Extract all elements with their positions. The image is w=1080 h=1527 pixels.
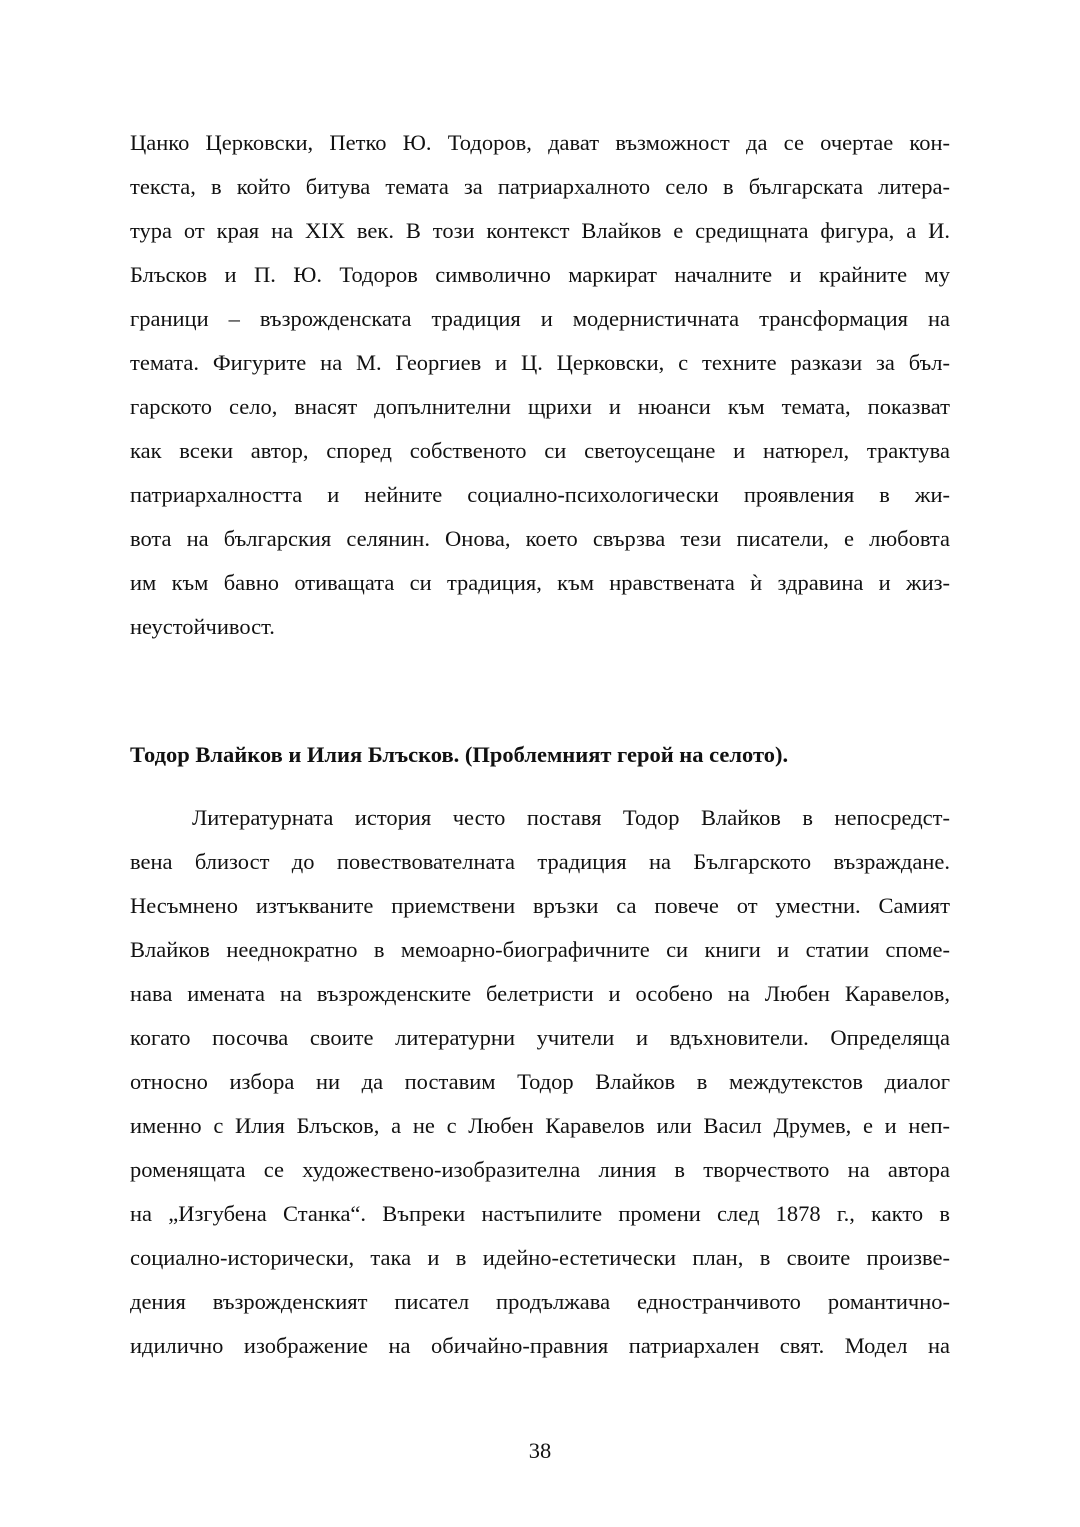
text-line: им към бавно отиващата си традиция, към нравствената ѝ здравина и жиз- [130,570,950,595]
text-line: темата. Фигурите на М. Георгиев и Ц. Церковски, с техните разкази за бъл- [130,350,950,375]
text-line: на „Изгубена Станка“. Въпреки настъпилите промени след 1878 г., както в [130,1201,950,1226]
page-number: 38 [528,1438,552,1463]
text-line: роменящата се художествено-изобразителна линия в творчеството на автора [130,1157,950,1182]
text-line: Несъмнено изтъкваните приемствени връзки са повече от уместни. Самият [130,893,950,918]
text-line: дения възрожденският писател продължава едностранчивото романтично- [130,1289,950,1314]
text-line: вота на българския селянин. Онова, което свързва тези писатели, е любовта [130,526,950,551]
text-line: Влайков нееднократно в мемоарно-биографичните си книги и статии споме- [130,937,950,962]
text-line: тура от края на XIX век. В този контекст Влайков е средищната фигура, а И. [130,218,950,243]
text-line: как всеки автор, според собственото си светоусещане и натюрел, трактува [130,438,950,463]
text-line: вена близост до повествователната традиция на Българското възраждане. [130,849,950,874]
text-line: гарското село, внасят допълнителни щрихи и нюанси към темата, показват [130,394,950,419]
text-line: именно с Илия Блъсков, а не с Любен Каравелов или Васил Друмев, е и неп- [130,1113,950,1138]
text-line: когато посочва своите литературни учители и вдъхновители. Определяща [130,1025,950,1050]
text-line: нава имената на възрожденските белетристи и особено на Любен Каравелов, [130,981,950,1006]
text-line: идилично изображение на обичайно-правния патриархален свят. Модел на [130,1333,950,1358]
text-line: Литературната история често поставя Тодор Влайков в непосредст- [192,805,950,830]
section-heading: Тодор Влайков и Илия Блъсков. (Проблемният герой на селото). [130,742,789,767]
text-line: Цанко Церковски, Петко Ю. Тодоров, дават възможност да се очертае кон- [130,130,950,155]
text-line: текста, в който битува темата за патриархалното село в българската литера- [130,174,950,199]
text-line: неустойчивост. [130,614,275,639]
text-line: граници – възрожденската традиция и модернистичната трансформация на [130,306,950,331]
text-line: социално-исторически, така и в идейно-естетически план, в своите произве- [130,1245,950,1270]
text-line: относно избора ни да поставим Тодор Влайков в междутекстов диалог [130,1069,950,1094]
text-line: Блъсков и П. Ю. Тодоров символично маркират началните и крайните му [130,262,950,287]
text-line: патриархалността и нейните социално-психологически проявления в жи- [130,482,950,507]
